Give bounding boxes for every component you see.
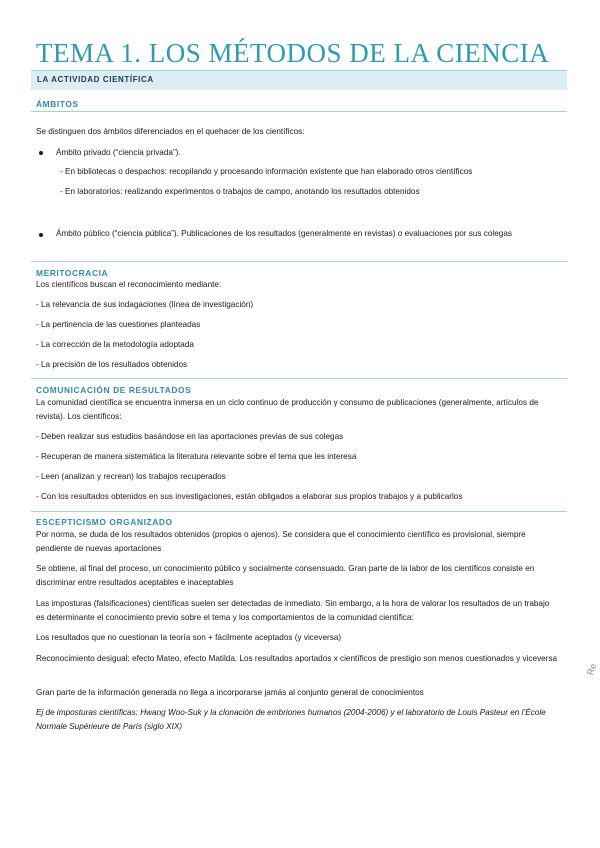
heading-meritocracia: MERITOCRACIA <box>36 268 109 278</box>
escepticismo-paragraph: Reconocimiento desigual: efecto Mateo, efecto Matilda. Los resultados aportados x científicos de prestigio son menos cuestionados y viceversa <box>36 654 558 663</box>
escepticismo-paragraph: Gran parte de la información generada no llega a incorporarse jamás al conjunto general de conocimientos <box>36 688 424 697</box>
ambito-privado: Ámbito privado (“ciencia privada”). <box>56 148 181 157</box>
meritocracia-item: - La corrección de la metodología adoptada <box>36 340 194 349</box>
comunicacion-item: - Recuperan de manera sistemática la literatura relevante sobre el tema que les interesa <box>36 452 357 461</box>
meritocracia-intro: Los científicos buscan el reconocimiento mediante: <box>36 280 222 289</box>
escepticismo-example: Ej de imposturas científicas: Hwang Woo-Suk y la clonación de embriones humanos (2004-2006) y el laboratorio de Louis Pasteur en l’École Normale Supérieure de París (siglo XIX) <box>36 708 546 731</box>
bullet-icon <box>39 233 43 237</box>
divider-escepticismo <box>31 511 567 512</box>
side-watermark: Re <box>585 662 599 677</box>
heading-ambitos: ÁMBITOS <box>36 99 79 109</box>
comunicacion-item: - Leen (analizan y recrean) los trabajos recuperados <box>36 472 226 481</box>
escepticismo-paragraph: Por norma, se duda de los resultados obtenidos (propios o ajenos). Se considera que el conocimiento científico es provisional, siempre pendiente de nuevas aportaciones <box>36 530 526 553</box>
meritocracia-item: - La pertinencia de las cuestiones planteadas <box>36 320 201 329</box>
section-band-label: LA ACTIVIDAD CIENTÍFICA <box>37 75 154 84</box>
meritocracia-item: - La relevancia de sus indagaciones (línea de investigación) <box>36 300 254 309</box>
meritocracia-item: - La precisión de los resultados obtenidos <box>36 360 188 369</box>
ambito-privado-item: - En laboratorios: realizando experimentos o trabajos de campo, anotando los resultados obtenidos <box>60 187 420 196</box>
divider-ambitos <box>31 111 567 112</box>
page-title: TEMA 1. LOS MÉTODOS DE LA CIENCIA <box>36 38 550 68</box>
comunicacion-item: - Con los resultados obtenidos en sus investigaciones, están obligados a elaborar sus propios trabajos y a publicarlos <box>36 492 463 501</box>
ambito-publico: Ámbito público (“ciencia pública”). Publicaciones de los resultados (generalmente en revistas) o evaluaciones por sus colegas <box>56 229 513 238</box>
comunicacion-intro: La comunidad científica se encuentra inmersa en un ciclo continuo de producción y consumo de publicaciones (generalmente, artículos de revista). Los científicos: <box>36 398 539 421</box>
bullet-icon <box>39 151 43 155</box>
escepticismo-paragraph: Las imposturas (falsificaciones) científicas suelen ser detectadas de inmediato. Sin embargo, a la hora de valorar los resultados de un trabajo es determinante el conocimiento previo sobre el tema y los comportamientos de la comunidad científica: <box>36 599 550 622</box>
escepticismo-paragraph: Se obtiene, al final del proceso, un conocimiento público y socialmente consensuado. Gran parte de la labor de los científicos consiste en discriminar entre resultados aceptables e inaceptables <box>36 564 535 587</box>
divider-meritocracia <box>31 261 567 262</box>
heading-escepticismo: ESCEPTICISMO ORGANIZADO <box>36 517 173 527</box>
heading-comunicacion: COMUNICACIÓN DE RESULTADOS <box>36 385 192 395</box>
section-band <box>31 71 567 90</box>
comunicacion-item: - Deben realizar sus estudios basándose en las aportaciones previas de sus colegas <box>36 432 344 441</box>
ambitos-intro: Se distinguen dos ámbitos diferenciados en el quehacer de los científicos: <box>36 127 305 136</box>
escepticismo-paragraph: Los resultados que no cuestionan la teoría son + fácilmente aceptados (y viceversa) <box>36 633 342 642</box>
ambito-privado-item: - En bibliotecas o despachos: recopilando y procesando información existente que han elaborado otros científicos <box>60 167 473 176</box>
divider-comunicacion <box>31 378 567 379</box>
